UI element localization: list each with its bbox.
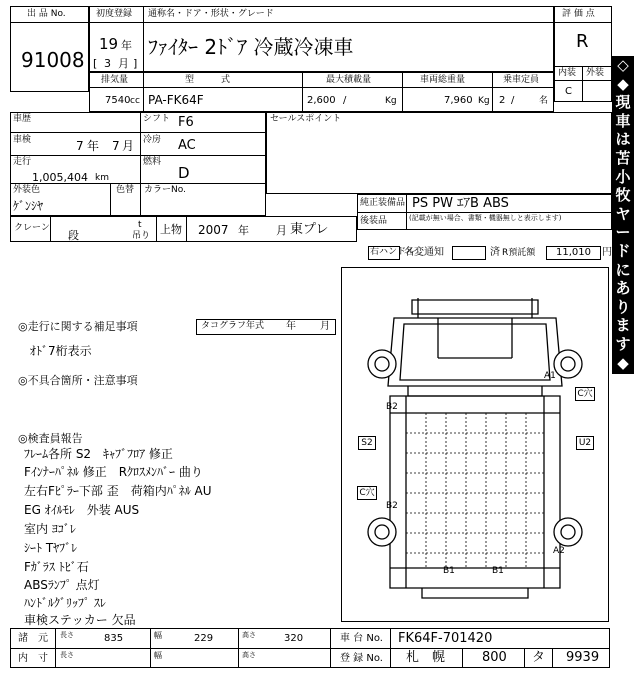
shift-label: シフト: [143, 114, 171, 124]
grade-box: [554, 6, 612, 102]
reg-label: 初度登録: [96, 9, 133, 19]
history-label: 車歴: [13, 114, 32, 124]
dims-width: 229: [194, 633, 214, 644]
grade-label: 評 価 点: [562, 9, 595, 19]
color-no-label: カラーNo.: [144, 185, 186, 195]
banner-char: 牧: [615, 186, 631, 205]
load-label: 最大積載量: [326, 75, 372, 85]
plate-region: 札 幌: [406, 650, 446, 665]
gross-value: 7,960: [444, 95, 473, 106]
reg-month-open: [: [93, 57, 98, 70]
inspector-line: Fｲﾝﾅｰﾊﾟﾈﾙ 修正 Rｸﾛｽﾒﾝﾊﾞｰ 曲り: [24, 465, 203, 479]
mark-a1: A1: [544, 371, 556, 381]
tacho-month: 月: [320, 321, 330, 332]
banner-char: す: [615, 334, 631, 353]
mark-c-hole-right: C穴: [575, 387, 595, 401]
gross-unit: Kg: [478, 96, 490, 106]
inspection-month-unit: 月: [122, 139, 135, 153]
shift-value: F6: [178, 115, 194, 130]
crane-label: クレーン: [14, 223, 50, 233]
body-month-unit: 月: [276, 224, 287, 237]
fuel-label: 燃料: [143, 157, 162, 167]
rhd-label: 右ハンドル: [370, 247, 416, 257]
yard-location-banner: [612, 56, 634, 391]
inner-len-label: 長さ: [60, 651, 74, 659]
supplement-text: ｵﾄﾞ7桁表示: [30, 344, 92, 358]
banner-char: ー: [615, 223, 631, 242]
inspector-line: ﾊﾝﾄﾞﾙｸﾞﾘｯﾌﾟ ｽﾚ: [24, 596, 106, 610]
banner-char: ◇: [617, 372, 629, 391]
reg-month: 3: [104, 57, 111, 70]
inspector-line: ABSﾗﾝﾌﾟ 点灯: [24, 578, 100, 592]
dims-height-label: 高さ: [242, 631, 256, 639]
body-year-unit: 年: [238, 224, 249, 237]
displacement-value: 7540: [105, 95, 131, 106]
car-name: ﾌｧｲﾀｰ 2ﾄﾞｱ 冷蔵冷凍車: [148, 35, 354, 59]
aftermarket-label: 後装品: [360, 216, 388, 226]
banner-char: 現: [615, 93, 631, 112]
banner-char: 小: [615, 167, 631, 186]
reg-year-unit: 年: [121, 39, 132, 52]
sales-point-label: セールスポイント: [270, 114, 342, 124]
model-label: 型 式: [185, 75, 231, 85]
plate-kana: タ: [532, 650, 546, 665]
banner-char: あ: [615, 279, 631, 298]
capacity-value: 2: [499, 95, 506, 106]
body-maker: 東プレ: [290, 222, 329, 237]
plate-number: 9939: [566, 650, 600, 665]
chassis-label: 車 台 No.: [340, 633, 383, 644]
dims-width-label: 幅: [154, 631, 162, 640]
equipment-value: PS PW ｴｱB ABS: [412, 196, 509, 211]
tacho-label: タコグラフ年式: [201, 321, 265, 331]
lot-number: 91008: [21, 48, 85, 72]
capacity-slash: /: [511, 95, 515, 106]
mark-b1-right: B1: [492, 566, 504, 576]
crane-t: t: [138, 220, 142, 230]
capacity-label: 乗車定員: [503, 75, 540, 85]
plate-label: 登 録 No.: [340, 653, 383, 664]
fuel-value: D: [178, 164, 190, 182]
sales-point-box: [266, 112, 612, 194]
ext-color-label: 外装色: [13, 185, 41, 195]
inspector-line: 室内 ﾖｺﾞﾚ: [24, 522, 76, 536]
banner-char: ◇: [617, 56, 629, 74]
dims-label: 諸 元: [18, 633, 48, 644]
banner-char: ヤ: [615, 204, 631, 223]
inspection-year-unit: 年: [87, 139, 100, 153]
exterior-label: 外装: [586, 68, 605, 78]
aftermarket-note: (記載が無い場合、書類・機器無しと表示します): [409, 214, 562, 222]
model-value: PA-FK64F: [148, 93, 204, 107]
crane-tsuri: 吊り: [132, 231, 151, 241]
reg-year: 19: [99, 35, 119, 53]
banner-char: 苫: [615, 148, 631, 167]
gross-label: 車両総重量: [420, 75, 466, 85]
banner-char: ま: [615, 316, 631, 335]
banner-char: に: [615, 260, 631, 279]
inspector-line: ｼｰﾄ Tﾔﾌﾞﾚ: [24, 541, 78, 555]
body-year: 2007: [198, 223, 229, 237]
ac-value: AC: [178, 138, 196, 153]
inspector-line: EG ｵｲﾙﾓﾚ 外装 AUS: [24, 503, 140, 517]
load-value: 2,600: [307, 95, 336, 106]
name-label: 通称名・ドア・形状・グレード: [148, 9, 274, 19]
mileage-unit: km: [95, 173, 109, 183]
defect-title: ◎不具合箇所・注意事項: [18, 374, 138, 387]
inspection-label: 車検: [13, 135, 32, 145]
dims-length: 835: [104, 633, 124, 644]
inspector-line: ﾌﾚｰﾑ各所 S2 ｷｬﾌﾞﾌﾛｱ 修正: [24, 447, 173, 461]
inspector-line: Fｶﾞﾗｽ ﾄﾋﾞ石: [24, 560, 89, 574]
details-box: [10, 112, 266, 216]
body-label: 上物: [160, 223, 182, 236]
reg-month-unit: 月: [118, 57, 129, 70]
mark-a2: A2: [553, 546, 565, 556]
recycle-prefix: 済: [490, 247, 500, 258]
inspector-title: ◎検査員報告: [18, 432, 83, 445]
banner-char: 車: [615, 111, 631, 130]
dims-len-label: 長さ: [60, 631, 74, 639]
crane-dan: 段: [68, 229, 79, 242]
supplement-title: ◎走行に関する補足事項: [18, 320, 138, 333]
dims-height: 320: [284, 633, 304, 644]
reg-month-close: ]: [133, 57, 138, 70]
displacement-unit: cc: [130, 96, 140, 106]
color-change-label: 色替: [116, 185, 135, 195]
chassis-value: FK64F-701420: [398, 631, 493, 646]
mileage-value: 1,005,404: [32, 171, 88, 184]
ext-color-value: ｹﾞﾝｼﾔ: [13, 199, 44, 213]
banner-char: ◆: [617, 74, 629, 93]
inspection-month: 7: [112, 139, 120, 153]
banner-char: ド: [615, 241, 631, 260]
mark-b2-bottom: B2: [386, 501, 398, 511]
banner-char: ◆: [617, 353, 629, 372]
inspector-line: 左右Fﾋﾟﾗｰ下部 歪 荷箱内ﾊﾟﾈﾙ AU: [24, 484, 212, 498]
name-change-label: 名変通知: [404, 247, 444, 258]
truck-outline: [342, 268, 608, 621]
inspection-year: 7: [76, 139, 84, 153]
capacity-unit: 名: [539, 96, 549, 106]
inner-width-label: 幅: [154, 651, 162, 660]
lot-label: 出 品 No.: [27, 9, 66, 19]
equipment-label: 純正装備品: [360, 198, 406, 208]
inner-label: 内 寸: [18, 653, 48, 664]
plate-class: 800: [482, 650, 507, 665]
ac-label: 冷房: [143, 135, 162, 145]
load-slash: /: [343, 95, 347, 106]
interior-grade: C: [565, 86, 572, 97]
inner-height-label: 高さ: [242, 651, 256, 659]
load-unit: Kg: [385, 96, 397, 106]
banner-char: り: [615, 297, 631, 316]
mark-b1-left: B1: [443, 566, 455, 576]
mark-u2: U2: [576, 436, 594, 450]
banner-char: は: [615, 130, 631, 149]
recycle-value: 11,010: [556, 247, 591, 258]
recycle-label: R預託額: [502, 248, 536, 258]
mark-b2-top: B2: [386, 402, 398, 412]
mark-s2: S2: [358, 436, 376, 450]
tacho-year: 年: [286, 321, 296, 332]
inspector-line: 車検ステッカー 欠品: [24, 613, 136, 627]
displacement-label: 排気量: [101, 75, 129, 85]
mark-c-hole-left: C穴: [357, 486, 377, 500]
truck-diagram: [341, 267, 609, 622]
name-change-box: [452, 246, 486, 260]
mileage-label: 走行: [13, 157, 32, 167]
grade-value: R: [576, 31, 589, 52]
recycle-unit: 円: [602, 247, 612, 258]
interior-label: 内装: [558, 68, 577, 78]
